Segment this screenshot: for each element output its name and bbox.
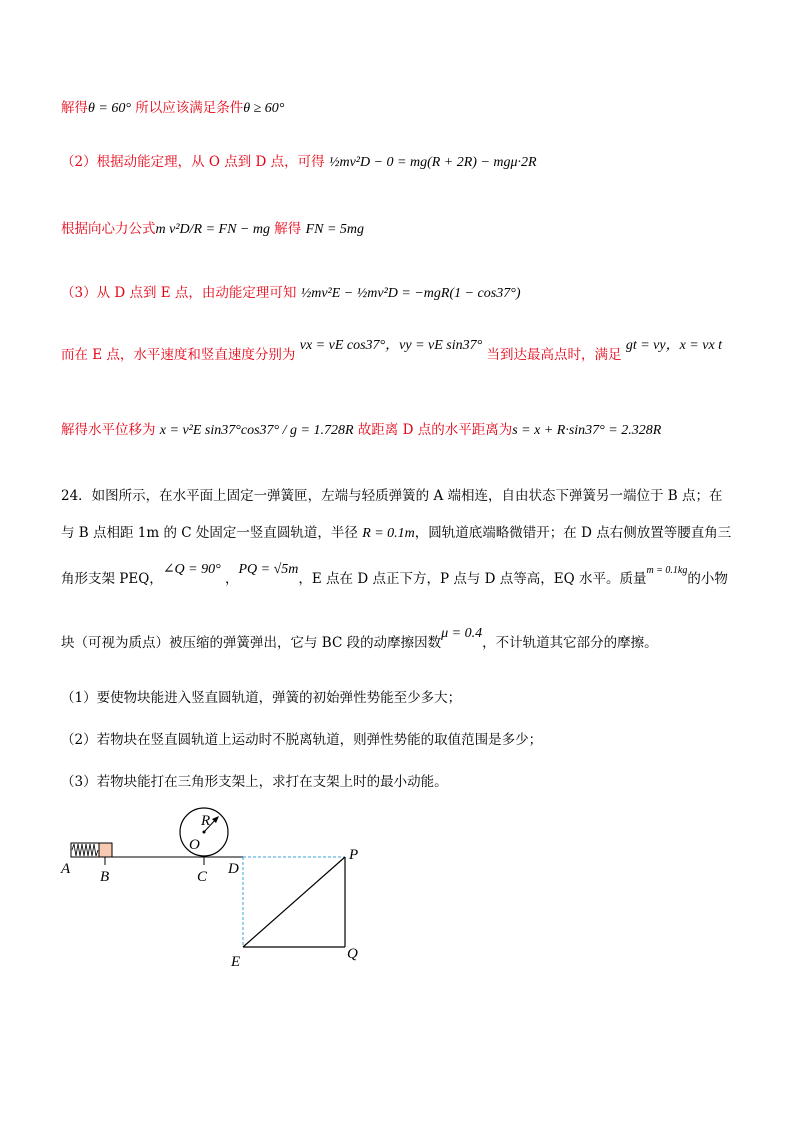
solution-line-5 xyxy=(61,338,723,364)
label-r: R xyxy=(201,813,211,829)
problem-line-3: 角形支架 PEQ，∠Q = 90° ，PQ = √5m，E 点在 D 点正下方，P 点与 D 点等高，EQ 水平。质量$^{m = 0.1kg}$的小物 xyxy=(61,562,728,587)
label-q: Q xyxy=(347,946,358,962)
solution-text: 解得 xyxy=(61,100,88,116)
problem-line-4 xyxy=(61,626,658,652)
edge-ep xyxy=(243,857,345,947)
problem-text: 的小物 xyxy=(687,571,728,587)
problem-text: ，圆轨道底端略微错开；在 D 点右侧放置等腰直角三 xyxy=(414,525,732,541)
solution-line-3 xyxy=(61,217,364,238)
solution-text: 所以应该满足条件 xyxy=(135,100,244,116)
solution-line-6 xyxy=(61,418,661,439)
solution-text: 根据向心力公式 xyxy=(61,221,156,237)
spring xyxy=(72,844,98,856)
math-expression: m v²D/R = FN − mg xyxy=(155,222,270,237)
problem-text: （2）若物块在竖直圆轨道上运动时不脱离轨道，则弹性势能的取值范围是多少； xyxy=(61,732,543,748)
math-expression: s = x + R·sin37° = 2.328R xyxy=(512,423,662,438)
problem-line-1 xyxy=(61,484,723,504)
problem-text: 块（可视为质点）被压缩的弹簧弹出，它与 BC 段的动摩擦因数 xyxy=(61,635,442,651)
math-expression: ½mv²E − ½mv²D = −mgR(1 − cos37°) xyxy=(300,286,521,301)
problem-text: 与 B 点相距 1m 的 C 处固定一竖直圆轨道，半径 xyxy=(61,525,358,541)
solution-text: 当到达最高点时，满足 xyxy=(486,347,622,363)
solution-text: 解得水平位移为 xyxy=(61,422,156,438)
problem-text: ，E 点在 D 点正下方，P 点与 D 点等高，EQ 水平。质量 xyxy=(298,571,647,587)
math-expression: θ ≥ 60° xyxy=(243,101,285,116)
subquestion-3 xyxy=(61,770,448,790)
math-expression: vx = vE cos37°，vy = vE sin37° xyxy=(299,338,483,353)
label-a: A xyxy=(61,861,71,877)
solution-text: 而在 E 点，水平速度和竖直速度分别为 xyxy=(61,347,296,363)
math-expression: ½mv²D − 0 = mg(R + 2R) − mgμ·2R xyxy=(328,155,537,170)
label-d: D xyxy=(228,861,239,877)
label-p: P xyxy=(349,847,359,863)
math-expression: R = 0.1m xyxy=(362,526,415,541)
problem-text: ，不计轨道其它部分的摩擦。 xyxy=(482,635,658,651)
solution-line-4 xyxy=(61,281,520,302)
math-expression: PQ = √5m xyxy=(238,562,299,577)
label-b: B xyxy=(100,869,110,885)
solution-text: 解得 xyxy=(274,221,302,237)
solution-line-1 xyxy=(61,96,284,117)
physics-figure xyxy=(55,795,385,975)
problem-text: 角形支架 PEQ， xyxy=(61,571,163,587)
subquestion-2 xyxy=(61,728,542,748)
problem-text: （3）若物块能打在三角形支架上，求打在支架上时的最小动能。 xyxy=(61,774,448,790)
block xyxy=(99,843,112,857)
solution-line-2 xyxy=(61,150,537,171)
math-expression: μ = 0.4 xyxy=(441,626,483,641)
problem-line-2 xyxy=(61,521,731,542)
problem-text: （1）要使物块能进入竖直圆轨道，弹簧的初始弹性势能至少多大； xyxy=(61,690,462,706)
math-expression: FN = 5mg xyxy=(305,222,365,237)
math-expression: ∠Q = 90° xyxy=(162,562,221,577)
label-c: C xyxy=(197,869,208,885)
math-expression: θ = 60° xyxy=(88,101,131,116)
subquestion-1 xyxy=(61,686,461,706)
solution-text: 故距离 D 点的水平距离为 xyxy=(357,422,513,438)
solution-text: （2）根据动能定理，从 O 点到 D 点，可得 xyxy=(61,154,325,170)
math-expression: x = v²E sin37°cos37° / g = 1.728R xyxy=(159,423,354,438)
label-e: E xyxy=(231,954,241,970)
math-expression: m = 0.1kg xyxy=(646,565,688,576)
label-o: O xyxy=(189,837,200,853)
problem-text: 24．如图所示，在水平面上固定一弹簧匣，左端与轻质弹簧的 A 端相连，自由状态下弹簧另一端位于 B 点；在 xyxy=(61,488,723,504)
solution-text: （3）从 D 点到 E 点，由动能定理可知 xyxy=(61,285,297,301)
math-expression: gt = vy，x = vx t xyxy=(625,338,723,353)
